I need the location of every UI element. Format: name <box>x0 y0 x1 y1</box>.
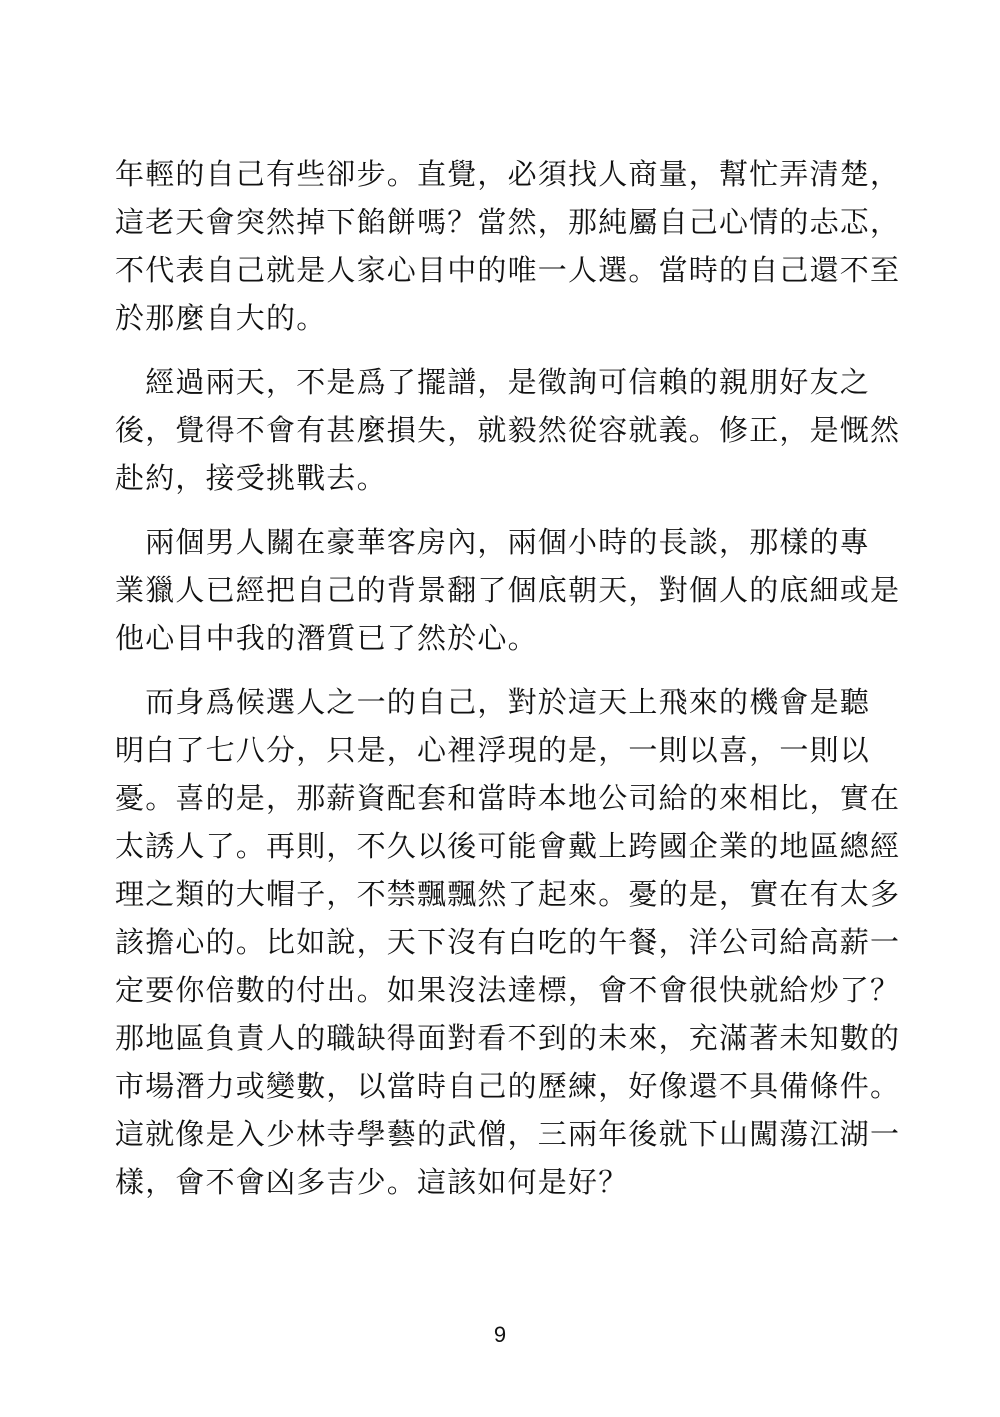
paragraph <box>115 518 901 662</box>
body-text <box>115 150 901 1222</box>
paragraph <box>115 358 901 502</box>
text-line: 理之類的大帽子，不禁飄飄然了起來。憂的是，實在有太多 <box>115 877 901 911</box>
text-line: 樣，會不會凶多吉少。這該如何是好？ <box>115 1165 629 1199</box>
text-line: 他心目中我的潛質已了然於心。 <box>115 621 538 655</box>
text-line: 明白了七八分，只是，心裡浮現的是，一則以喜，一則以 <box>115 733 871 767</box>
text-line: 而身爲候選人之一的自己，對於這天上飛來的機會是聽 <box>115 685 871 719</box>
text-line: 憂。喜的是，那薪資配套和當時本地公司給的來相比，實在 <box>115 781 901 815</box>
text-line: 經過兩天，不是爲了擺譜，是徵詢可信賴的親朋好友之 <box>115 365 871 399</box>
text-line: 於那麼自大的。 <box>115 301 327 335</box>
text-line: 不代表自己就是人家心目中的唯一人選。當時的自己還不至 <box>115 253 901 287</box>
text-line: 該擔心的。比如說，天下沒有白吃的午餐，洋公司給高薪一 <box>115 925 901 959</box>
text-line: 這老天會突然掉下餡餅嗎？當然，那純屬自己心情的忐忑， <box>115 205 901 239</box>
paragraph <box>115 150 901 342</box>
page-number: 9 <box>493 1322 507 1347</box>
text-line: 赴約，接受挑戰去。 <box>115 461 387 495</box>
text-line: 這就像是入少林寺學藝的武僧，三兩年後就下山闖蕩江湖一 <box>115 1117 901 1151</box>
paragraph <box>115 678 901 1206</box>
text-line: 那地區負責人的職缺得面對看不到的未來，充滿著未知數的 <box>115 1021 901 1055</box>
text-line: 後，覺得不會有甚麼損失，就毅然從容就義。修正，是慨然 <box>115 413 901 447</box>
text-line: 太誘人了。再則，不久以後可能會戴上跨國企業的地區總經 <box>115 829 901 863</box>
text-line: 業獵人已經把自己的背景翻了個底朝天，對個人的底細或是 <box>115 573 901 607</box>
text-line: 定要你倍數的付出。如果沒法達標，會不會很快就給炒了？ <box>115 973 901 1007</box>
text-line: 年輕的自己有些卻步。直覺，必須找人商量，幫忙弄清楚， <box>115 157 901 191</box>
text-line: 市場潛力或變數，以當時自己的歷練，好像還不具備條件。 <box>115 1069 901 1103</box>
text-line: 兩個男人關在豪華客房內，兩個小時的長談，那樣的專 <box>115 525 871 559</box>
